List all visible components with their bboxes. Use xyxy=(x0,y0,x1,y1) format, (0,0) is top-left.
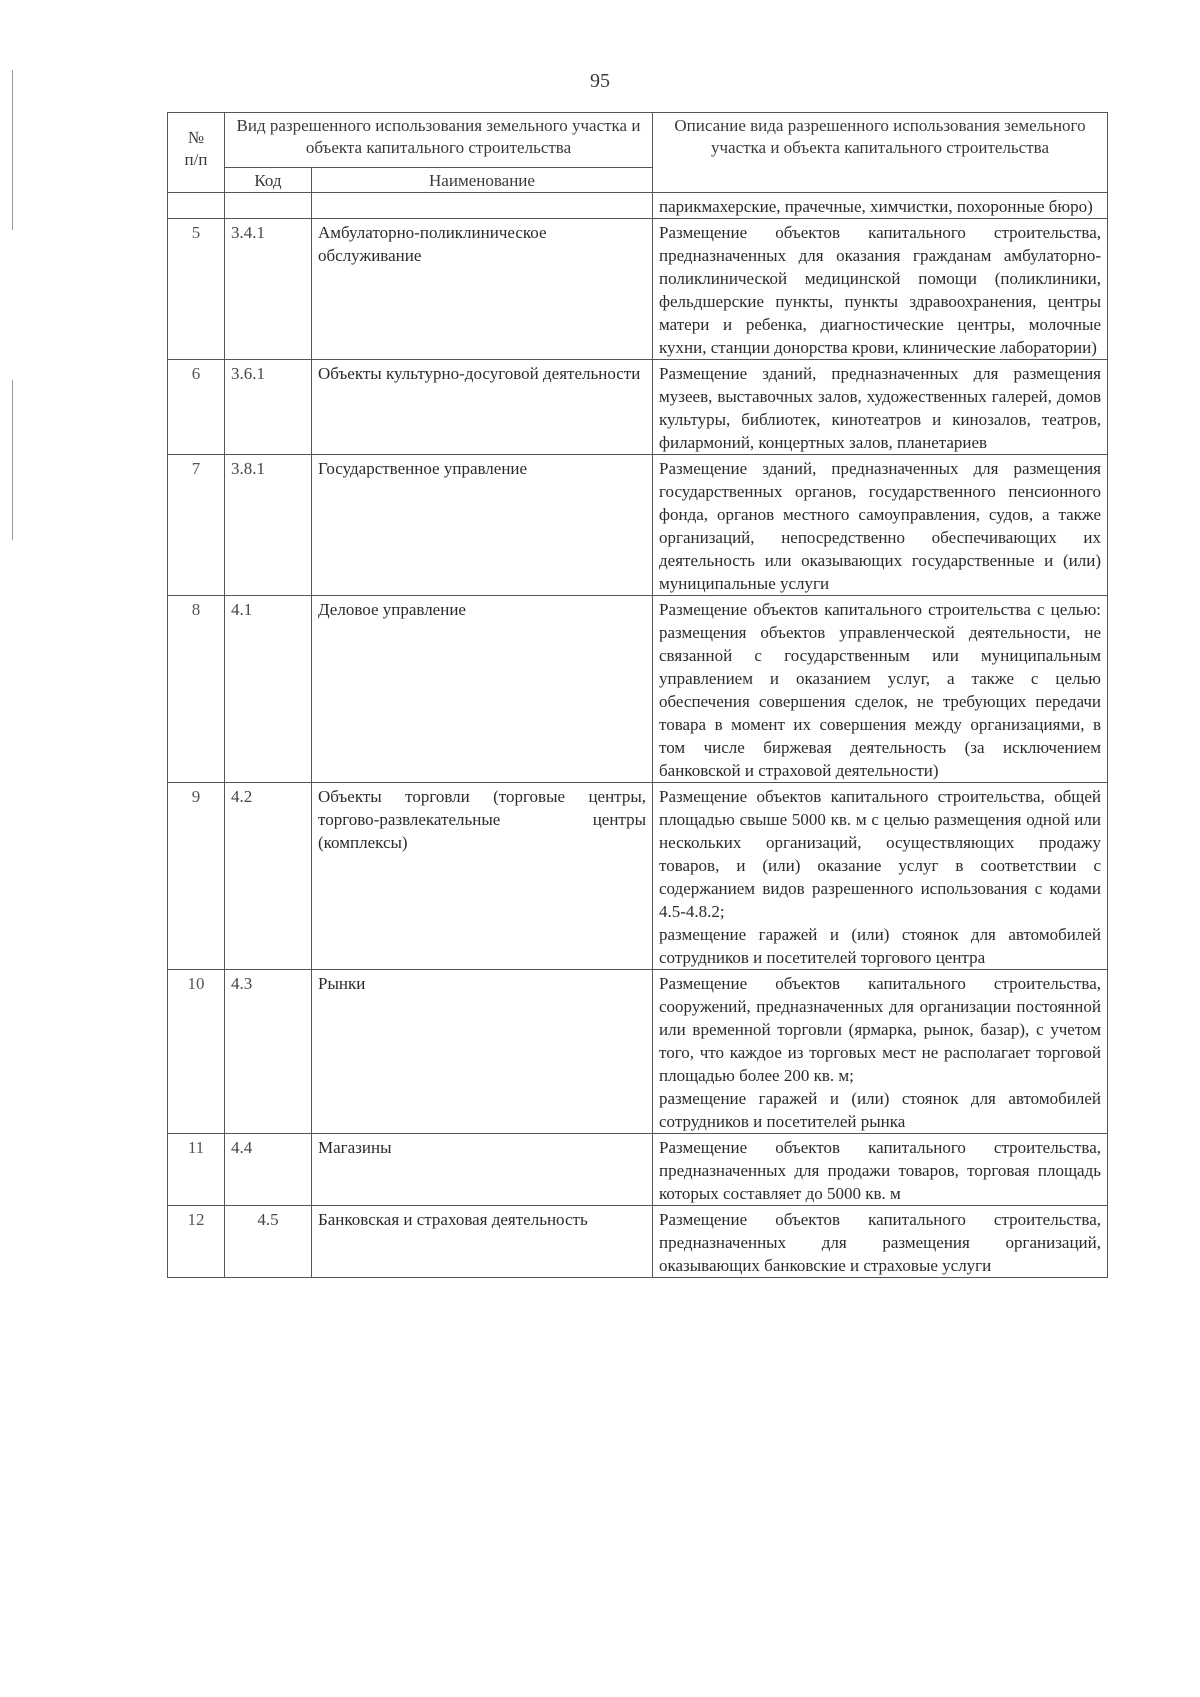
scan-margin-mark-top xyxy=(12,70,13,230)
row-description: Размещение объектов капитального строительства, предназначенных для продажи товаров, торговая площадь которых составляет до 5000 кв. м xyxy=(653,1134,1108,1206)
row-number: 7 xyxy=(168,455,225,596)
header-description: Описание вида разрешенного использования земельного участка и объекта капитального строительства xyxy=(653,113,1108,193)
row-name: Государственное управление xyxy=(312,455,653,596)
table-row xyxy=(168,783,1108,970)
row-description: Размещение объектов капитального строительства, предназначенных для размещения организаций, оказывающих банковские и страховые услуги xyxy=(653,1206,1108,1278)
row-description: Размещение зданий, предназначенных для размещения государственных органов, государственного пенсионного фонда, органов местного самоуправления, судов, а также организаций, непосредственно обеспечивающих их деятельность или оказывающих государственные и (или) муниципальные услуги xyxy=(653,455,1108,596)
table-row xyxy=(168,360,1108,455)
row-code: 4.5 xyxy=(225,1206,312,1278)
header-use-type: Вид разрешенного использования земельного участка и объекта капитального строительства xyxy=(225,113,653,168)
row-description: парикмахерские, прачечные, химчистки, похоронные бюро) xyxy=(653,193,1108,219)
table-row xyxy=(168,596,1108,783)
row-name: Объекты торговли (торговые центры, торгово-развлекательные центры (комплексы) xyxy=(312,783,653,970)
row-code: 3.6.1 xyxy=(225,360,312,455)
row-description: Размещение объектов капитального строительства с целью: размещения объектов управленческой деятельности, не связанной с государственным или муниципальным управлением и оказанием услуг, а также с целью обеспечения совершения сделок, не требующих передачи товара в момент их совершения между организациями, в том числе биржевая деятельность (за исключением банковской и страховой деятельности) xyxy=(653,596,1108,783)
row-name: Магазины xyxy=(312,1134,653,1206)
row-number: 10 xyxy=(168,970,225,1134)
row-number: 6 xyxy=(168,360,225,455)
row-code: 4.3 xyxy=(225,970,312,1134)
row-name: Амбулаторно-поликлиническое обслуживание xyxy=(312,219,653,360)
page-number: 95 xyxy=(590,70,610,92)
row-number: 8 xyxy=(168,596,225,783)
table-row xyxy=(168,1206,1108,1278)
scan-margin-mark-bottom xyxy=(12,380,13,540)
row-code xyxy=(225,193,312,219)
table-header-row xyxy=(168,113,1108,168)
header-name: Наименование xyxy=(312,168,653,193)
row-code: 4.4 xyxy=(225,1134,312,1206)
row-code: 4.2 xyxy=(225,783,312,970)
row-code: 3.8.1 xyxy=(225,455,312,596)
row-name: Деловое управление xyxy=(312,596,653,783)
row-number: 9 xyxy=(168,783,225,970)
table-row xyxy=(168,219,1108,360)
header-code: Код xyxy=(225,168,312,193)
land-use-table xyxy=(167,112,1108,1278)
row-description: Размещение объектов капитального строительства, сооружений, предназначенных для организации постоянной или временной торговли (ярмарка, рынок, базар), с учетом того, что каждое из торговых мест не располагает торговой площадью более 200 кв. м; размещение гаражей и (или) стоянок для автомобилей сотрудников и посетителей рынка xyxy=(653,970,1108,1134)
row-number xyxy=(168,193,225,219)
row-number: 12 xyxy=(168,1206,225,1278)
row-name xyxy=(312,193,653,219)
row-description: Размещение объектов капитального строительства, предназначенных для оказания гражданам амбулаторно-поликлинической медицинской помощи (поликлиники, фельдшерские пункты, пункты здравоохранения, центры матери и ребенка, диагностические центры, молочные кухни, станции донорства крови, клинические лаборатории) xyxy=(653,219,1108,360)
table-row xyxy=(168,193,1108,219)
row-number: 11 xyxy=(168,1134,225,1206)
row-code: 4.1 xyxy=(225,596,312,783)
row-number: 5 xyxy=(168,219,225,360)
row-name: Рынки xyxy=(312,970,653,1134)
table-body xyxy=(168,193,1108,1278)
header-number: № п/п xyxy=(168,113,225,193)
table-row xyxy=(168,455,1108,596)
table-row xyxy=(168,1134,1108,1206)
row-name: Объекты культурно-досуговой деятельности xyxy=(312,360,653,455)
row-description: Размещение объектов капитального строительства, общей площадью свыше 5000 кв. м с целью размещения одной или нескольких организаций, осуществляющих продажу товаров, и (или) оказание услуг в соответствии с содержанием видов разрешенного использования с кодами 4.5-4.8.2; размещение гаражей и (или) стоянок для автомобилей сотрудников и посетителей торгового центра xyxy=(653,783,1108,970)
row-code: 3.4.1 xyxy=(225,219,312,360)
table-row xyxy=(168,970,1108,1134)
row-description: Размещение зданий, предназначенных для размещения музеев, выставочных залов, художественных галерей, домов культуры, библиотек, кинотеатров и кинозалов, театров, филармоний, концертных залов, планетариев xyxy=(653,360,1108,455)
row-name: Банковская и страховая деятельность xyxy=(312,1206,653,1278)
